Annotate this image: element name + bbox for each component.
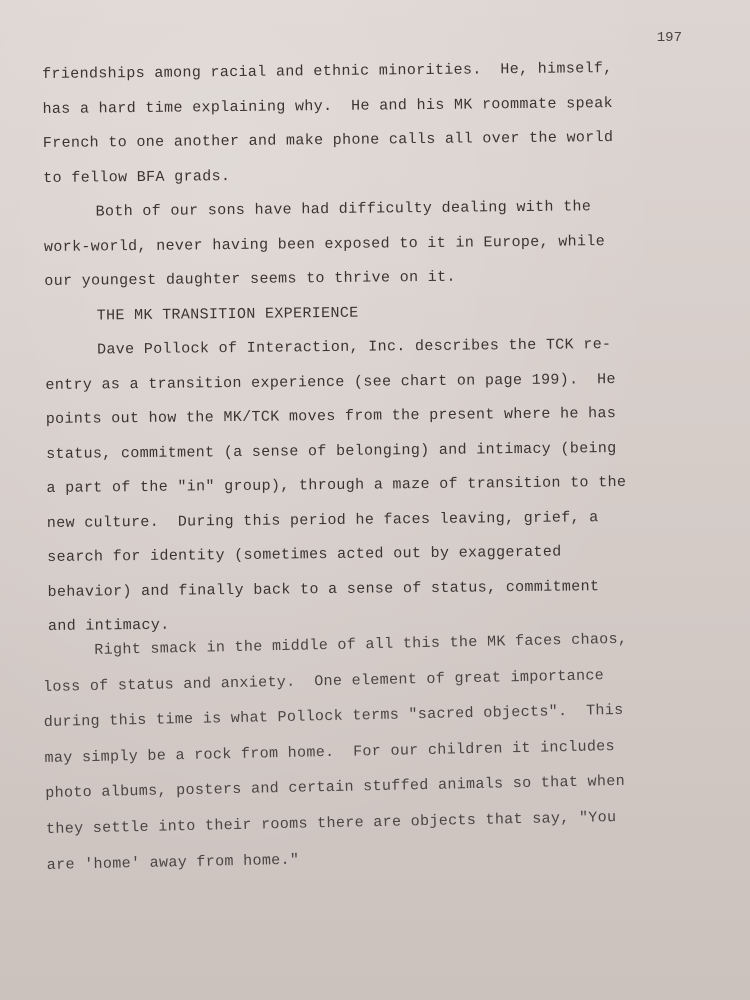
text-line: entry as a transition experience (see chart on page 199). He — [45, 370, 616, 394]
text-line: they settle into their rooms there are objects that say, "You — [45, 808, 617, 838]
text-line: status, commitment (a sense of belonging) and intimacy (being — [46, 439, 617, 463]
text-line: a part of the "in" group), through a maze of transition to the — [46, 473, 627, 497]
text-line: and intimacy. — [47, 616, 170, 635]
lower-text-block — [42, 620, 697, 883]
text-line: Dave Pollock of Interaction, Inc. describes the TCK re- — [96, 336, 612, 359]
text-line: to fellow BFA grads. — [43, 167, 231, 187]
text-line: may simply be a rock from home. For our children it includes — [44, 737, 616, 767]
text-line: new culture. During this period he faces leaving, grief, a — [46, 508, 599, 532]
text-line: work-world, never having been exposed to it in Europe, while — [43, 232, 606, 256]
text-line: Right smack in the middle of all this the MK faces chaos, — [94, 630, 628, 659]
text-line: photo albums, posters and certain stuffed animals so that when — [45, 773, 626, 803]
text-line: friendships among racial and ethnic minorities. He, himself, — [42, 60, 613, 83]
text-line: Both of our sons have had difficulty dealing with the — [95, 198, 592, 221]
text-line: has a hard time explaining why. He and his MK roommate speak — [42, 94, 614, 118]
text-line: behavior) and finally back to a sense of status, commitment — [47, 577, 600, 601]
text-line: loss of status and anxiety. One element of great importance — [42, 666, 605, 696]
section-heading: THE MK TRANSITION EXPERIENCE — [96, 304, 359, 324]
text-line: search for identity (sometimes acted out by exaggerated — [47, 543, 562, 566]
upper-text-block — [42, 51, 698, 644]
text-line: points out how the MK/TCK moves from the present where he has — [45, 405, 617, 428]
text-line: are 'home' away from home." — [46, 851, 300, 874]
text-line: our youngest daughter seems to thrive on it. — [44, 268, 456, 290]
page-number: 197 — [656, 30, 682, 46]
text-line: during this time is what Pollock terms "sacred objects". This — [43, 702, 624, 732]
text-line: French to one another and make phone calls all over the world — [42, 129, 614, 152]
